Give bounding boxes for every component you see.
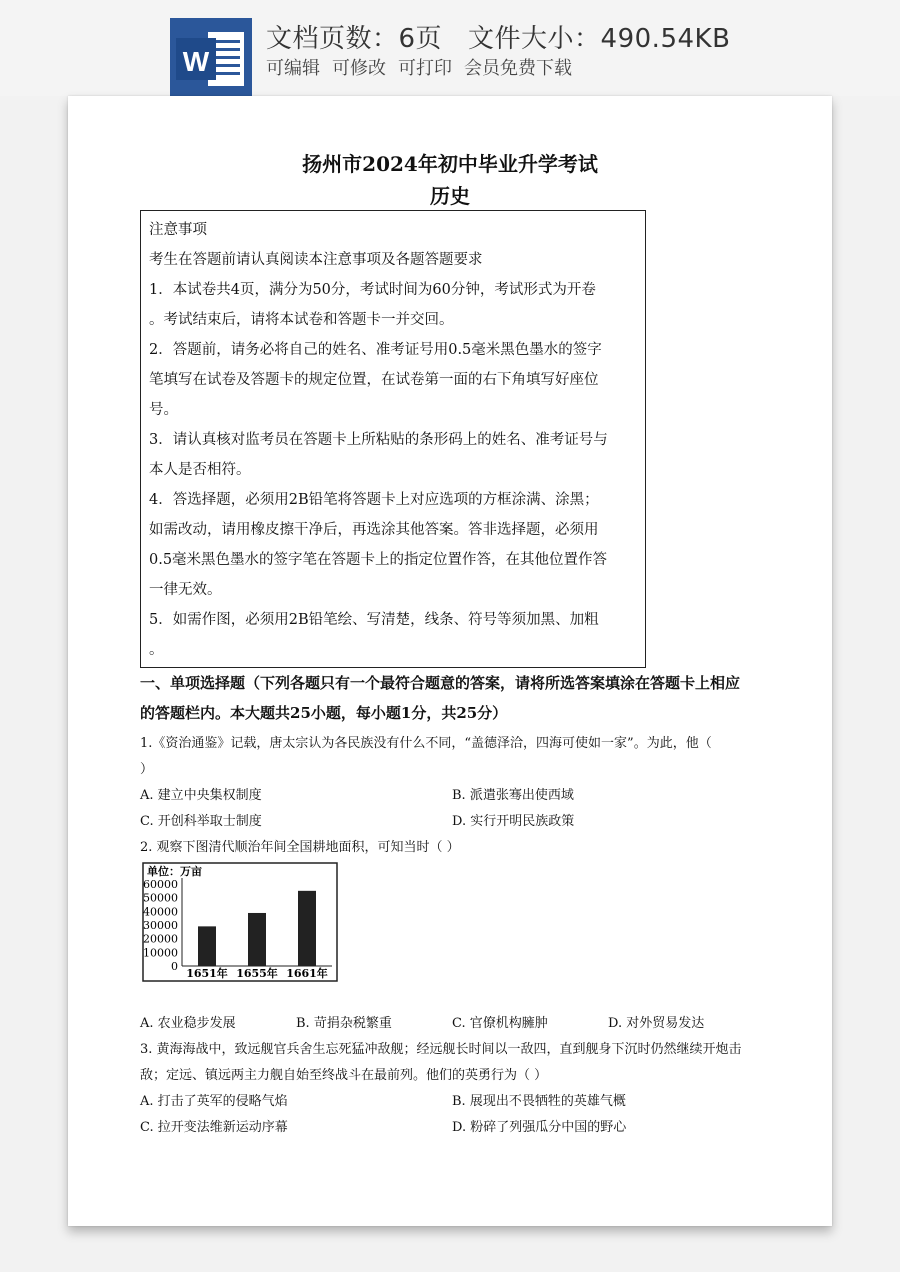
question-3-option-c: C. 拉开变法维新运动序幕 xyxy=(140,1120,288,1135)
question-2-option-a: A. 农业稳步发展 xyxy=(140,1016,236,1031)
feature-printable: 可打印 xyxy=(398,58,452,79)
y-tick-label: 30000 xyxy=(143,919,178,932)
y-axis-ticks xyxy=(143,878,178,973)
notice-line: 1．本试卷共4页，满分为50分，考试时间为60分钟，考试形式为开卷 xyxy=(149,282,596,298)
notice-line: 如需改动，请用橡皮擦干净后，再选涂其他答案。答非选择题，必须用 xyxy=(149,522,599,538)
file-info xyxy=(266,18,730,55)
question-1-option-a: A. 建立中央集权制度 xyxy=(140,788,262,803)
question-3-stem: 3. 黄海海战中，致远舰官兵舍生忘死猛冲敌舰；经远舰长时间以一敌四，直到舰身下沉时仍然继续开炮击 xyxy=(140,1042,742,1057)
notice-line: 一律无效。 xyxy=(149,582,222,598)
y-tick-label: 40000 xyxy=(143,905,178,919)
question-2-stem: 2. 观察下图清代顺治年间全国耕地面积，可知当时（ ） xyxy=(140,840,460,855)
section-heading: 一、单项选择题（下列各题只有一个最符合题意的答案，请将所选答案填涂在答题卡上相应 xyxy=(140,674,741,692)
file-size: 文件大小：490.54KB xyxy=(468,24,731,54)
question-1-option-b: B. 派遣张骞出使西域 xyxy=(452,788,574,803)
notice-line: 考生在答题前请认真阅读本注意事项及各题答题要求 xyxy=(149,252,483,268)
x-axis-labels xyxy=(186,966,328,980)
exam-title: 扬州市2024年初中毕业升学考试 xyxy=(302,152,598,176)
page-count: 文档页数：6页 xyxy=(266,24,443,54)
y-tick-label: 0 xyxy=(171,960,178,973)
question-1-option-d: D. 实行开明民族政策 xyxy=(452,814,575,829)
exam-subject: 历史 xyxy=(430,184,470,208)
notice-line: 4．答选择题，必须用2B铅笔将答题卡上对应选项的方框涂满、涂黑； xyxy=(149,492,599,508)
question-2-option-c: C. 官僚机构臃肿 xyxy=(452,1016,548,1031)
question-1-stem-cont: ） xyxy=(140,762,154,777)
notice-line: 注意事项 xyxy=(149,222,207,238)
question-3-option-a: A. 打击了英军的侵略气焰 xyxy=(140,1094,288,1109)
question-3-option-b: B. 展现出不畏牺牲的英雄气概 xyxy=(452,1094,626,1109)
question-2-option-d: D. 对外贸易发达 xyxy=(608,1016,705,1031)
document-page xyxy=(68,96,832,1226)
notice-box xyxy=(140,210,646,668)
farmland-bar-chart xyxy=(142,862,338,982)
notice-line: 0.5毫米黑色墨水的签字笔在答题卡上的指定位置作答，在其他位置作答 xyxy=(149,552,608,568)
y-tick-label: 20000 xyxy=(143,932,178,946)
y-tick-label: 60000 xyxy=(143,878,178,891)
bar-1651年 xyxy=(198,926,216,966)
question-3-option-d: D. 粉碎了列强瓜分中国的野心 xyxy=(452,1120,627,1135)
question-1-stem: 1.《资治通鉴》记载，唐太宗认为各民族没有什么不同，“盖德泽洽，四海可使如一家”。为此，他（ xyxy=(140,736,712,751)
feature-modifiable: 可修改 xyxy=(332,58,386,79)
feature-editable: 可编辑 xyxy=(266,58,320,79)
notice-line: 号。 xyxy=(149,402,178,418)
question-2-option-b: B. 苛捐杂税繁重 xyxy=(296,1016,392,1031)
word-icon xyxy=(170,18,252,98)
chart-unit-label: 单位：万亩 xyxy=(147,865,202,878)
notice-line: 5．如需作图，必须用2B铅笔绘、写清楚，线条、符号等须加黑、加粗 xyxy=(149,612,599,628)
notice-line: 。 xyxy=(149,642,164,658)
x-tick-label: 1655年 xyxy=(236,967,278,980)
notice-line: 3．请认真核对监考员在答题卡上所粘贴的条形码上的姓名、准考证号与 xyxy=(149,432,608,448)
y-tick-label: 10000 xyxy=(143,946,178,960)
section-heading-cont: 的答题栏内。本大题共25小题，每小题1分，共25分） xyxy=(140,704,508,722)
y-tick-label: 50000 xyxy=(143,891,178,905)
x-tick-label: 1651年 xyxy=(186,967,228,980)
feature-list xyxy=(266,54,584,80)
x-tick-label: 1661年 xyxy=(286,967,328,980)
word-icon-letter: W xyxy=(182,46,210,77)
question-3-stem-cont: 敌；定远、镇远两主力舰自始至终战斗在最前列。他们的英勇行为（ ） xyxy=(140,1068,548,1083)
notice-line: 笔填写在试卷及答题卡的规定位置，在试卷第一面的右下角填写好座位 xyxy=(149,372,599,388)
notice-line: 。考试结束后，请将本试卷和答题卡一并交回。 xyxy=(149,312,454,328)
download-banner xyxy=(0,0,900,96)
question-1-option-c: C. 开创科举取士制度 xyxy=(140,814,262,829)
notice-line: 2．答题前，请务必将自己的姓名、准考证号用0.5毫米黑色墨水的签字 xyxy=(149,342,602,358)
notice-line: 本人是否相符。 xyxy=(149,462,251,478)
bar-1655年 xyxy=(248,913,266,966)
feature-free-download: 会员免费下载 xyxy=(464,58,572,79)
bar-1661年 xyxy=(298,891,316,966)
